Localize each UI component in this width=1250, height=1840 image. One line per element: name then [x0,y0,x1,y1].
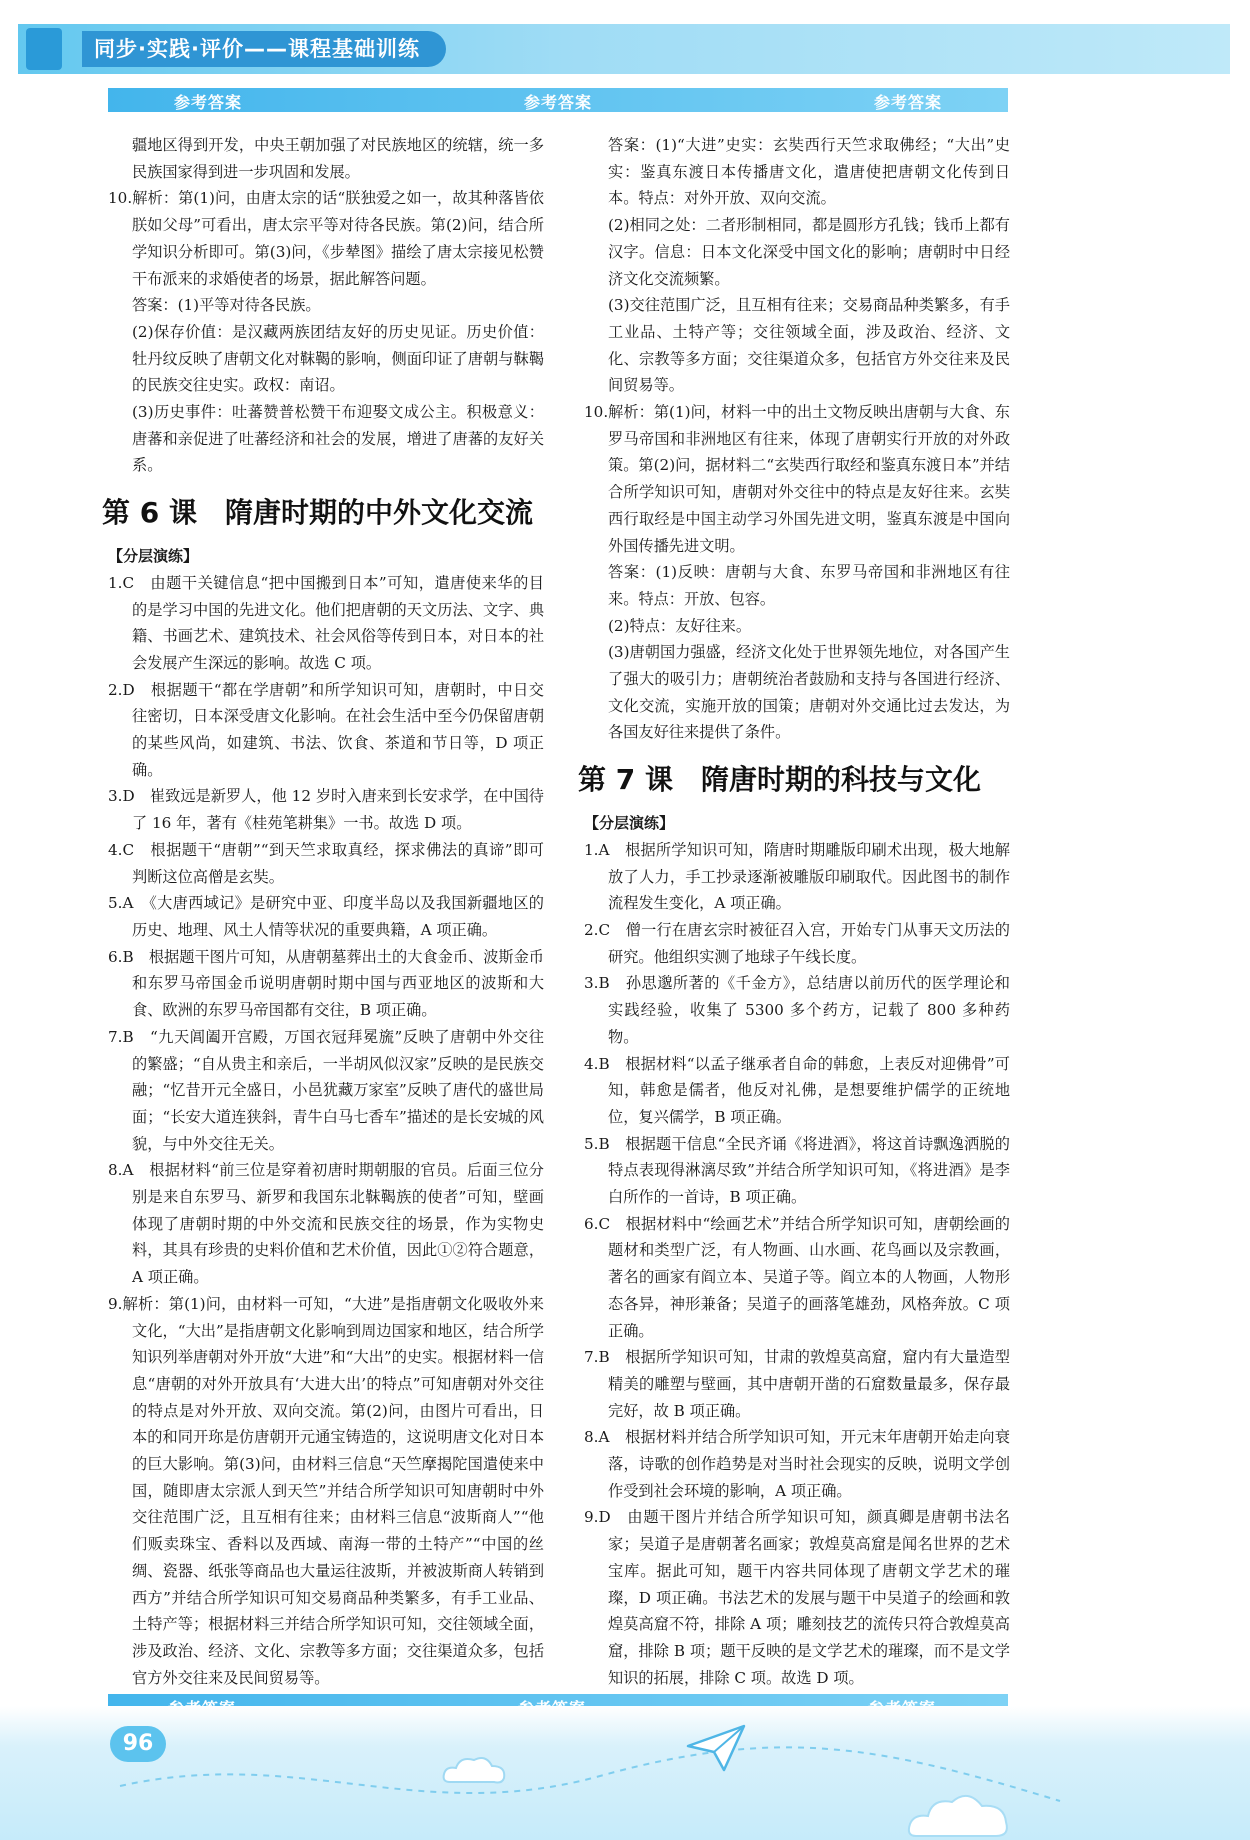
question-item: 4.B 根据材料“以孟子继承者自命的韩愈，上表反对迎佛骨”可知，韩愈是儒者，他反对礼佛，是想要维护儒学的正统地位，复兴儒学，B 项正确。 [584,1054,1010,1126]
page-number: 96 [110,1726,166,1762]
question-item: 7.B “九天阊阖开宫殿，万国衣冠拜冕旒”反映了唐朝中外交往的繁盛；“自从贵主和亲后，一半胡风似汉家”反映的是民族交融；“忆昔开元全盛日，小邑犹藏万家室”反映了唐代的盛世局面；“长安大道连狭斜，青牛白马七香车”描述的是长安城的风貌，与中外交往无关。 [108,1027,544,1153]
lesson-7-title: 第 7 课 隋唐时期的科技与文化 [578,763,981,797]
question-item: 1.C 由题干关键信息“把中国搬到日本”可知，遣唐使来华的目的是学习中国的先进文化。他们把唐朝的天文历法、文字、典籍、书画艺术、建筑技术、社会风俗等传到日本，对日本的社会发展产生深远的影响。故选 C 项。 [108,573,544,672]
question-item: 2.D 根据题干“都在学唐朝”和所学知识可知，唐朝时，中日交往密切，日本深受唐文化影响。在社会生活中至今仍保留唐朝的某些风尚，如建筑、书法、饮食、茶道和节日等，D 项正确。 [108,680,544,779]
answer-line: (3)唐朝国力强盛，经济文化处于世界领先地位，对各国产生了强大的吸引力；唐朝统治者鼓励和支持与各国进行经济、文化交流，实施开放的国策；唐朝对外交通比过去发达，为各国友好往来提供了条件。 [608,643,1010,742]
answer-line: (2)相同之处：二者形制相同，都是圆形方孔钱；钱币上都有汉字。信息：日本文化深受中国文化的影响；唐朝时中日经济文化交流频繁。 [608,216,1010,288]
answer-line: (3)历史事件：吐蕃赞普松赞干布迎娶文成公主。积极意义：唐蕃和亲促进了吐蕃经济和社会的发展，增进了唐蕃的友好关系。 [132,403,544,475]
question-item: 7.B 根据所学知识可知，甘肃的敦煌莫高窟，窟内有大量造型精美的雕塑与壁画，其中唐朝开凿的石窟数量最多，保存最完好，故 B 项正确。 [584,1348,1010,1420]
lesson-6-title: 第 6 课 隋唐时期的中外文化交流 [102,496,533,530]
paragraph: 疆地区得到开发，中央王朝加强了对民族地区的统辖，统一多民族国家得到进一步巩固和发展。 [132,136,544,181]
question-item: 3.B 孙思邈所著的《千金方》，总结唐以前历代的医学理论和实践经验，收集了 5300 多个药方，记载了 800 多种药物。 [584,974,1010,1046]
question-item: 6.B 根据题干图片可知，从唐朝墓葬出土的大食金币、波斯金币和东罗马帝国金币说明唐朝时期中国与西亚地区的波斯和大食、欧洲的东罗马帝国都有交往，B 项正确。 [108,947,544,1020]
question-item: 8.A 根据材料“前三位是穿着初唐时期朝服的官员。后面三位分别是来自东罗马、新罗和我国东北靺鞨族的使者”可知，壁画体现了唐朝时期的中外交流和民族交往的场景，作为实物史料，其具有珍贵的史料价值和艺术价值，因此①②符合题意，A 项正确。 [108,1161,544,1287]
answer-line: (3)交往范围广泛，且互相有往来；交易商品种类繁多，有手工业品、土特产等；交往领域全面，涉及政治、经济、文化、宗教等多方面；交往渠道众多，包括官方外交往来及民间贸易等。 [608,296,1010,395]
drills-heading: 【分层演练】 [584,814,675,833]
header-tab [26,28,62,70]
question-10-analysis: 10.解析：第(1)问，由唐太宗的话“朕独爱之如一，故其种落皆依朕如父母”可看出，唐太宗平等对待各民族。第(2)问，结合所学知识分析即可。第(3)问，《步辇图》描绘了唐太宗接见松赞干布派来的求婚使者的场景，据此解答问题。 [108,189,544,288]
question-item: 5.B 根据题干信息“全民齐诵《将进酒》，将这首诗飘逸洒脱的特点表现得淋漓尽致”并结合所学知识可知，《将进酒》是李白所作的一首诗，B 项正确。 [584,1134,1010,1207]
question-item: 9.D 由题干图片并结合所学知识可知，颜真卿是唐朝书法名家；吴道子是唐朝著名画家；敦煌莫高窟是闻名世界的艺术宝库。据此可知，题干内容共同体现了唐朝文学艺术的璀璨，D 项正确。书法艺术的发展与题干中吴道子的绘画和敦煌莫高窟不符，排除 A 项；雕刻技艺的流传只符合敦煌莫高窟，排除 B 项；题干反映的是文学艺术的璀璨，而不是文学知识的拓展，排除 C 项。故选 D 项。 [584,1508,1010,1687]
answer-label-right: 参考答案 [874,93,943,112]
drills-heading: 【分层演练】 [108,547,199,566]
question-item: 6.C 根据材料中“绘画艺术”并结合所学知识可知，唐朝绘画的题材和类型广泛，有人物画、山水画、花鸟画以及宗教画，著名的画家有阎立本、吴道子等。阎立本的人物画，人物形态各异，神形兼备；吴道子的画落笔雄劲，风格奔放。C 项正确。 [584,1214,1010,1340]
cloud-icon [440,1752,510,1788]
cloud-icon [906,1780,1016,1840]
question-item: 9.解析：第(1)问，由材料一可知，“大进”是指唐朝文化吸收外来文化，“大出”是指唐朝文化影响到周边国家和地区，结合所学知识列举唐朝对外开放“大进”和“大出”的史实。根据材料一信息“唐朝的对外开放具有‘大进大出’的特点”可知唐朝对外交往的特点是对外开放、双向交流。第(2)问，由图片可看出，日本的和同开珎是仿唐朝开元通宝铸造的，这说明唐文化对日本的巨大影响。第(3)问，由材料三信息“天竺摩揭陀国遣使来中国，随即唐太宗派人到天竺”并结合所学知识可知唐朝时中外交往范围广泛，且互相有往来；由材料三信息“波斯商人”“他们贩卖珠宝、香料以及西域、南海一带的土特产”“中国的丝绸、瓷器、纸张等商品也大量运往波斯，并被波斯商人转销到西方”并结合所学知识可知交易商品种类繁多，有手工业品、土特产等；根据材料三并结合所学知识可知，交往领域全面，涉及政治、经济、文化、宗教等多方面；交往渠道众多，包括官方外交往来及民间贸易等。 [108,1294,544,1687]
answer-strip-top [108,88,1008,112]
question-10-analysis: 10.解析：第(1)问，材料一中的出土文物反映出唐朝与大食、东罗马帝国和非洲地区有往来，体现了唐朝实行开放的对外政策。第(2)问，据材料二“玄奘西行取经和鉴真东渡日本”并结合所学知识可知，唐朝对外交往中的特点是友好往来。玄奘西行取经是中国主动学习外国先进文明，鉴真东渡是中国向外国传播先进文明。 [584,403,1010,555]
question-item: 1.A 根据所学知识可知，隋唐时期雕版印刷术出现，极大地解放了人力，手工抄录逐渐被雕版印刷取代。因此图书的制作流程发生变化，A 项正确。 [584,840,1010,913]
question-item: 5.A 《大唐西域记》是研究中亚、印度半岛以及我国新疆地区的历史、地理、风土人情等状况的重要典籍，A 项正确。 [108,894,544,939]
question-item: 3.D 崔致远是新罗人，他 12 岁时入唐来到长安求学，在中国待了 16 年，著有《桂苑笔耕集》一书。故选 D 项。 [108,787,544,833]
paper-plane-icon [684,1720,748,1776]
answer-line: 答案：(1)反映：唐朝与大食、东罗马帝国和非洲地区有往来。特点：开放、包容。 [608,563,1010,608]
answer-label-left: 参考答案 [174,93,243,112]
answer-line: 答案：(1)平等对待各民族。 [132,296,321,315]
question-item: 8.A 根据材料并结合所学知识可知，开元末年唐朝开始走向衰落，诗歌的创作趋势是对当时社会现实的反映，说明文学创作受到社会环境的影响，A 项正确。 [584,1428,1010,1500]
answer-line: 答案：(1)“大进”史实：玄奘西行天竺求取佛经；“大出”史实：鉴真东渡日本传播唐文化，遣唐使把唐朝文化传到日本。特点：对外开放、双向交流。 [608,136,1010,208]
header-title: 同步·实践·评价——课程基础训练 [82,31,446,67]
answer-line: (2)特点：友好往来。 [608,616,752,635]
left-column [102,132,544,1691]
answer-label-center: 参考答案 [524,93,593,112]
right-column [578,132,1010,1691]
answer-line: (2)保存价值：是汉藏两族团结友好的历史见证。历史价值：牡丹纹反映了唐朝文化对靺鞨的影响，侧面印证了唐朝与靺鞨的民族交往史实。政权：南诏。 [132,322,544,395]
question-item: 4.C 根据题干“唐朝”“到天竺求取真经，探求佛法的真谛”即可判断这位高僧是玄奘。 [108,840,544,886]
footer-dashed-path [0,1706,1250,1840]
question-item: 2.C 僧一行在唐玄宗时被征召入宫，开始专门从事天文历法的研究。他组织实测了地球子午线长度。 [584,920,1010,966]
